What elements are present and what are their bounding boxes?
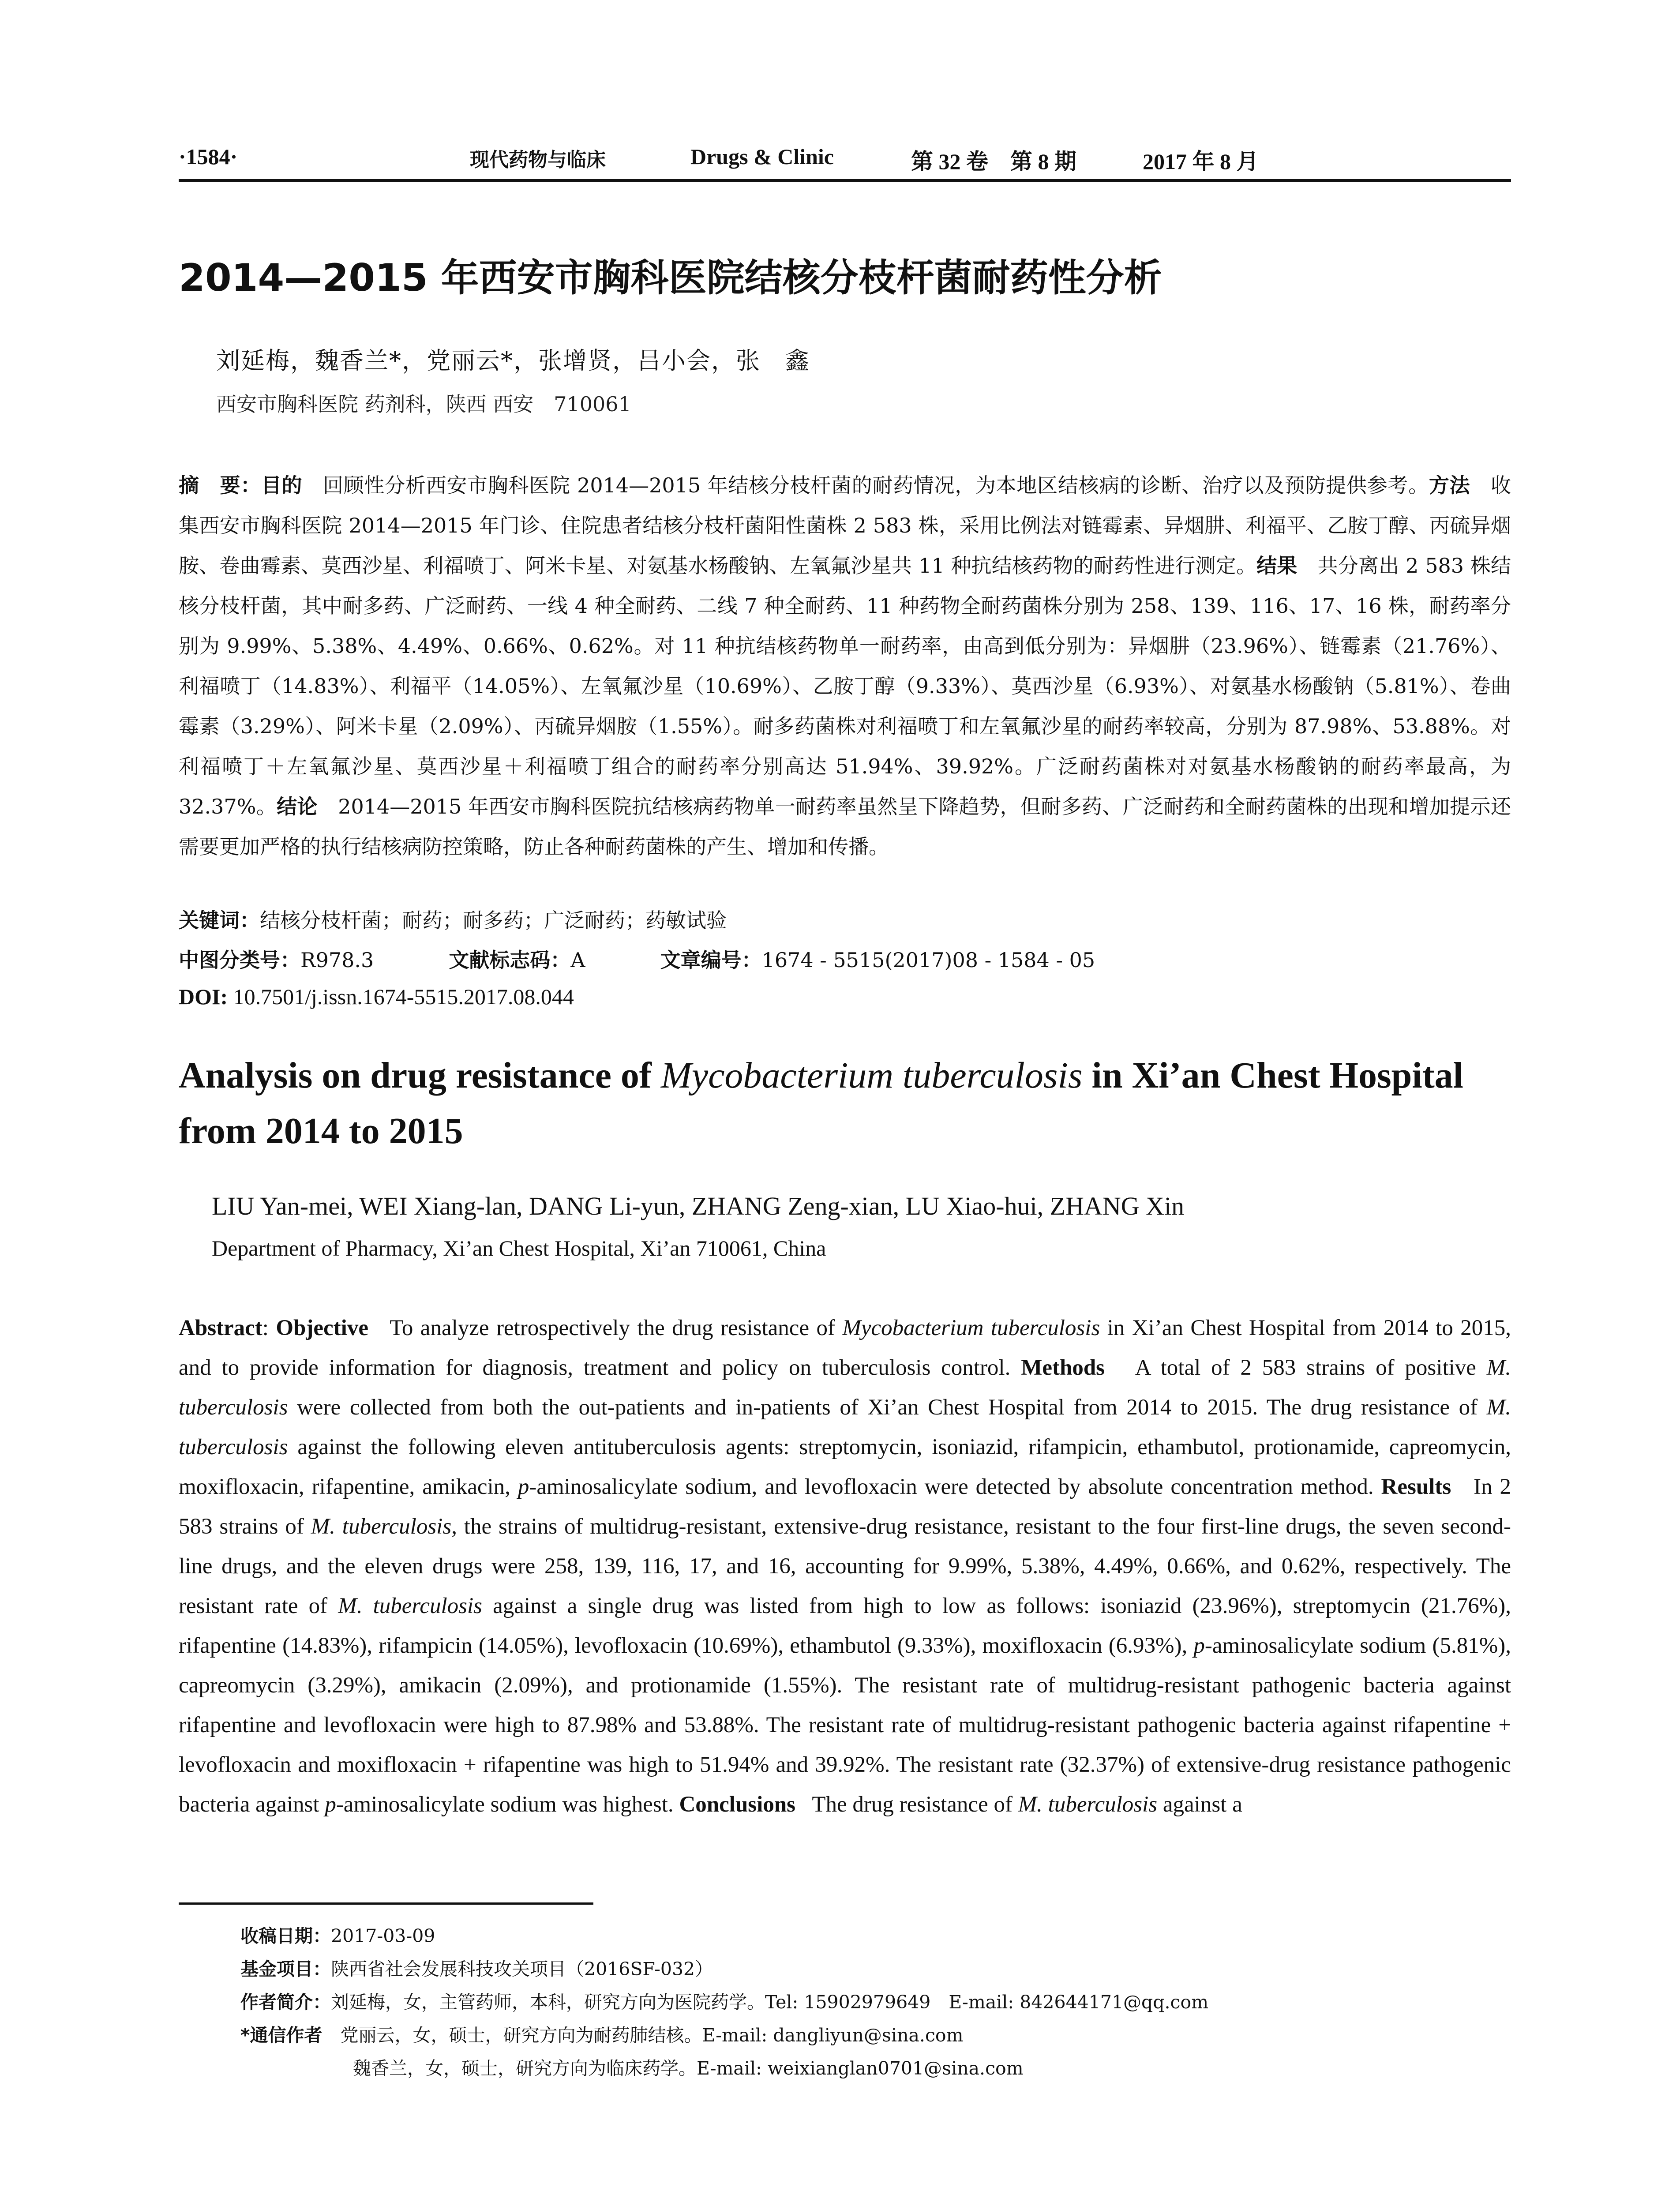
abstract-en-label: Abstract <box>179 1316 262 1340</box>
document-code-label: 文献标志码： <box>449 948 571 972</box>
article-number: 1674 - 5515(2017)08 - 1584 - 05 <box>761 948 1095 972</box>
doi-value[interactable]: 10.7501/j.issn.1674-5515.2017.08.044 <box>233 984 574 1009</box>
abstract-text: -aminosalicylate sodium (5.81%), capreomycin (3.29%), amikacin (2.09%), and protionamide (1.55%). The resistant rate of multidrug-resistant pathogenic bacteria against rifapentine and levofloxacin were high to 87.98% and 53.88%. The resistant rate of multidrug-resistant pathogenic bacteria against rifapentine + levofloxacin and moxifloxacin + rifapentine was high to 51.94% and 39.92%. The resistant rate (32.37%) of extensive-drug resistance pathogenic bacteria against <box>179 1633 1511 1817</box>
journal-name-en: Drugs & Clinic <box>690 144 834 169</box>
results-text-cn: 共分离出 2 583 株结核分枝杆菌，其中耐多药、广泛耐药、一线 4 种全耐药、二线 7 种全耐药、11 种药物全耐药菌株分别为 258、139、116、17、16 株，耐药率分别为 9.99%、5.38%、4.49%、0.66%、0.62%。对 11 种抗结核药物单一耐药率，由高到低分别为：异烟肼（23.96%）、链霉素（21.76%）、利福喷丁（14.83%）、利福平（14.05%）、左氧氟沙星（10.69%）、乙胺丁醇（9.33%）、莫西沙星（6.93%）、对氨基水杨酸钠（5.81%）、卷曲霉素（3.29%）、阿米卡星（2.09%）、丙硫异烟胺（1.55%）。耐多药菌株对利福喷丁和左氧氟沙星的耐药率较高，分别为 87.98%、53.88%。对利福喷丁＋左氧氟沙星、莫西沙星＋利福喷丁组合的耐药率分别高达 51.94%、39.92%。广泛耐药菌株对对氨基水杨酸钠的耐药率最高，为 32.37%。 <box>179 554 1511 818</box>
received-date: 2017-03-09 <box>331 1925 435 1947</box>
doi-label: DOI: <box>179 984 228 1009</box>
authors-cn: 刘延梅，魏香兰*，党丽云*，张增贤，吕小会，张 鑫 <box>216 347 810 375</box>
volume-issue: 第 32 卷 第 8 期 <box>911 149 1076 174</box>
doi-line <box>179 984 574 1009</box>
abstract-text: against a single drug was listed from high to low as follows: isoniazid (23.96%), streptomycin (21.76%), rifapentine (14.83%), rifampicin (14.05%), levofloxacin (10.69%), ethambutol (9.33%), moxifloxacin (6.93%), <box>179 1594 1511 1658</box>
abstract-text: To analyze retrospectively the drug resistance of <box>390 1316 843 1340</box>
paper-title-en <box>179 1048 1511 1159</box>
title-en-part: Analysis on drug resistance of <box>179 1055 661 1096</box>
organism-name: Mycobacterium tuberculosis <box>842 1316 1100 1340</box>
title-en-part: in Xi’an Chest Hospital from 2014 to 2015 <box>179 1055 1464 1152</box>
objective-label-en: Objective <box>276 1316 368 1340</box>
fund-text: 陕西省社会发展科技攻关项目（2016SF-032） <box>331 1958 713 1980</box>
footnote-fund <box>240 1955 713 1981</box>
abstract-text: -aminosalicylate sodium was highest. <box>336 1792 674 1817</box>
conclusion-label-cn: 结论 <box>277 795 318 818</box>
footnote-received <box>240 1921 435 1947</box>
organism-name: M. tuberculosis <box>1018 1792 1158 1817</box>
abstract-text: were collected from both the out-patients and in-patients of Xi’an Chest Hospital from 2014 to 2015. The drug resistance of <box>288 1395 1487 1420</box>
clc-number: R978.3 <box>300 948 374 972</box>
classification-line <box>179 944 1095 973</box>
organism-name: M. tuberculosis <box>338 1594 482 1618</box>
keywords-label: 关键词： <box>179 908 260 932</box>
conclusion-text-cn: 2014—2015 年西安市胸科医院抗结核病药物单一耐药率虽然呈下降趋势，但耐多药、广泛耐药和全耐药菌株的出现和增加提示还需要更加严格的执行结核病防控策略，防止各种耐药菌株的产生、增加和传播。 <box>179 795 1511 859</box>
authors-en: LIU Yan-mei, WEI Xiang-lan, DANG Li-yun, ZHANG Zeng-xian, LU Xiao-hui, ZHANG Xin <box>212 1192 1185 1220</box>
methods-label-en: Methods <box>1021 1355 1105 1380</box>
keywords-text: 结核分枝杆菌；耐药；耐多药；广泛耐药；药敏试验 <box>260 908 727 932</box>
clc-label: 中图分类号： <box>179 948 300 972</box>
results-label-cn: 结果 <box>1256 554 1298 578</box>
para-prefix: p <box>1193 1633 1205 1658</box>
organism-name: M. tuberculosis <box>179 1355 1511 1420</box>
abstract-text: against a <box>1157 1792 1242 1817</box>
footnote-corresponding-2: 魏香兰，女，硕士，研究方向为临床药学。E-mail: weixianglan0701@sina.com <box>353 2058 1024 2079</box>
journal-name-cn: 现代药物与临床 <box>470 149 606 171</box>
footnote-author-bio <box>240 1988 1208 2014</box>
abstract-text: , the strains of multidrug-resistant, extensive-drug resistance, resistant to the four first-line drugs, the seven second-line drugs, and the eleven drugs were 258, 139, 116, 17, and 16, accounting for 9.99%, 5.38%, 4.49%, 0.66%, and 0.62%, respectively. The resistant rate of <box>179 1514 1511 1618</box>
document-code: A <box>570 948 585 972</box>
methods-label-cn: 方法 <box>1429 473 1470 497</box>
para-prefix: p <box>518 1474 529 1499</box>
methods-text-cn: 收集西安市胸科医院 2014—2015 年门诊、住院患者结核分枝杆菌阳性菌株 2 583 株，采用比例法对链霉素、异烟肼、利福平、乙胺丁醇、丙硫异烟胺、卷曲霉素、莫西沙星、利福喷丁、阿米卡星、对氨基水杨酸钠、左氧氟沙星共 11 种抗结核药物的耐药性进行测定。 <box>179 473 1511 578</box>
keywords-cn <box>179 904 727 934</box>
abstract-cn-label: 摘 要： <box>179 473 261 497</box>
article-number-label: 文章编号： <box>660 948 762 972</box>
footnote-divider <box>179 1902 593 1905</box>
corresponding-author-1: 党丽云，女，硕士，研究方向为耐药肺结核。E-mail: dangliyun@sina.com <box>340 2025 964 2046</box>
footnote-label: 基金项目： <box>240 1958 331 1980</box>
footnote-corresponding <box>240 2021 964 2047</box>
abstract-text: In 2 583 strains of <box>179 1474 1511 1539</box>
affiliation-cn: 西安市胸科医院 药剂科，陕西 西安 710061 <box>216 392 631 416</box>
paper-title-cn: 2014—2015 年西安市胸科医院结核分枝杆菌耐药性分析 <box>179 256 1162 300</box>
abstract-text: against the following eleven antituberculosis agents: streptomycin, isoniazid, rifampicin, ethambutol, protionamide, capreomycin, moxifloxacin, rifapentine, amikacin, <box>179 1435 1511 1499</box>
objective-text-cn: 回顾性分析西安市胸科医院 2014—2015 年结核分枝杆菌的耐药情况，为本地区结核病的诊断、治疗以及预防提供参考。 <box>323 473 1429 497</box>
abstract-en: Abstract: Objective To analyze retrospectively the drug resistance of Mycobacterium tuberculosis in Xi’an Chest Hospital from 2014 to 2015, and to provide information for diagnosis, treatment and policy on tuberculosis control. Methods A total of 2 583 strains of positive M. tuberculosis were collected from both the out-patients and in-patients of Xi’an Chest Hospital from 2014 to 2015. The drug resistance of M. tuberculosis against the following eleven antituberculosis agents: streptomycin, isoniazid, rifampicin, ethambutol, protionamide, capreomycin, moxifloxacin, rifapentine, amikacin, p-aminosalicylate sodium, and levofloxacin were detected by absolute concentration method. Results In 2 583 strains of M. tuberculosis, the strains of multidrug-resistant, extensive-drug resistance, resistant to the four first-line drugs, the seven second-line drugs, and the eleven drugs were 258, 139, 116, 17, and 16, accounting for 9.99%, 5.38%, 4.49%, 0.66%, and 0.62%, respectively. The resistant rate of M. tuberculosis against a single drug was listed from high to low as follows: isoniazid (23.96%), streptomycin (21.76%), rifapentine (14.83%), rifampicin (14.05%), levofloxacin (10.69%), ethambutol (9.33%), moxifloxacin (6.93%), p-aminosalicylate sodium (5.81%), capreomycin (3.29%), amikacin (2.09%), and protionamide (1.55%). The resistant rate of multidrug-resistant pathogenic bacteria against rifapentine and levofloxacin were high to 87.98% and 53.88%. The resistant rate of multidrug-resistant pathogenic bacteria against rifapentine + levofloxacin and moxifloxacin + rifapentine was high to 51.94% and 39.92%. The resistant rate (32.37%) of extensive-drug resistance pathogenic bacteria against p-aminosalicylate sodium was highest. Conclusions The drug resistance of M. tuberculosis against a <box>179 1316 1511 1817</box>
affiliation-en: Department of Pharmacy, Xi’an Chest Hospital, Xi’an 710061, China <box>212 1236 826 1261</box>
organism-name: M. tuberculosis <box>179 1395 1511 1459</box>
para-prefix: p <box>325 1792 336 1817</box>
author-bio-text: 刘延梅，女，主管药师，本科，研究方向为医院药学。Tel: 15902979649 E-mail: 842644171@qq.com <box>331 1992 1209 2013</box>
abstract-text: The drug resistance of <box>812 1792 1018 1817</box>
abstract-text: A total of 2 583 strains of positive <box>1135 1355 1487 1380</box>
running-header <box>179 140 1511 182</box>
page-number: ·1584· <box>179 144 238 169</box>
title-en-organism: Mycobacterium tuberculosis <box>660 1055 1083 1096</box>
objective-label-cn: 目的 <box>261 473 303 497</box>
abstract-cn <box>179 465 1511 867</box>
issue-date: 2017 年 8 月 <box>1143 149 1259 174</box>
abstract-text: in Xi’an Chest Hospital from 2014 to 2015, and to provide information for diagnosis, treatment and policy on tuberculosis control. <box>179 1316 1511 1380</box>
results-label-en: Results <box>1381 1474 1451 1499</box>
footnote-label: *通信作者 <box>240 2025 322 2046</box>
footnote-label: 收稿日期： <box>240 1925 331 1947</box>
organism-name: M. tuberculosis <box>311 1514 452 1539</box>
abstract-text: -aminosalicylate sodium, and levofloxacin were detected by absolute concentration method. <box>529 1474 1374 1499</box>
conclusions-label-en: Conclusions <box>679 1792 796 1817</box>
footnote-label: 作者简介： <box>240 1992 331 2013</box>
